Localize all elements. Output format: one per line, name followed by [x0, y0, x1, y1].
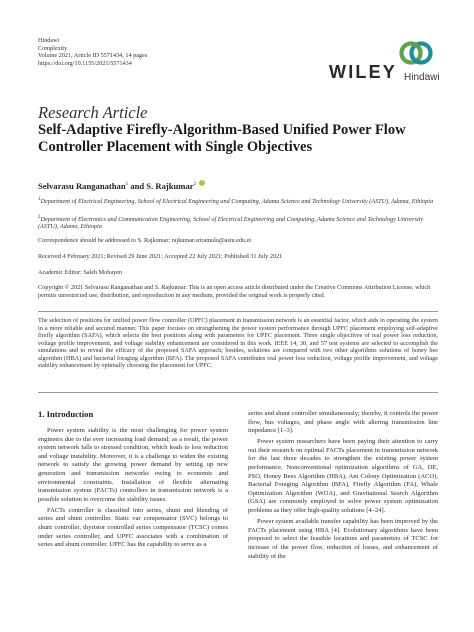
- divider: [38, 311, 438, 312]
- journal-publisher-name: Hindawi: [38, 37, 60, 44]
- wiley-logo: WILEY: [329, 62, 397, 82]
- affiliation-marker: 1: [125, 182, 129, 187]
- publication-dates: Received 4 February 2021; Revised 29 June 2021; Accepted 22 July 2021; Published 31 July 2021: [38, 253, 283, 260]
- academic-editor: Academic Editor: Saleh Mobayen: [38, 269, 123, 276]
- hindawi-logo-icon: [398, 38, 434, 72]
- section-heading: 1. Introduction: [38, 409, 94, 419]
- affiliation-2: [38, 214, 438, 231]
- affiliation-number: 2: [38, 215, 41, 220]
- author-name[interactable]: Selvarasu Ranganathan: [38, 181, 126, 191]
- correspondence: Correspondence should be addressed to S. Rajkumar; rajkumar.sriramulu@astu.edu.et: [38, 237, 252, 244]
- journal-title: Complexity: [38, 44, 68, 52]
- body-column-left: [38, 427, 228, 552]
- affiliation-number: 1: [38, 197, 41, 202]
- article-type: Research Article: [38, 103, 148, 122]
- journal-doi-link[interactable]: https://doi.org/10.1155/2021/5571434: [38, 59, 132, 67]
- journal-meta: [38, 37, 147, 67]
- body-column-right: [248, 410, 438, 564]
- abstract: The selection of positions for unified power flow controller (UPFC) placement in transmission network is an essential factor, which aids in operating the system in a more reliable and secured manner. This paper focuses on strengthening the power system performance through UPFC placement employing self-adaptive firefly algorithm (SAFA), which selects the best positions along with parameters for UPFC placement. Three single objectives of real power loss reduction, voltage profile improvement, and voltage stability enhancement are considered in this work. IEEE 14, 30, and 57 test systems are selected to accomplish the simulations and to reveal the efficacy of the proposed SAFA approach; besides, solutions are compared with two other algorithms solutions of honey bee algorithm (HBA) and bacterial foraging algorithm (BFA). The proposed SAFA contributes real power loss reduction, voltage profile improvement, and voltage stability enhancement by optimally choosing the placement for UPFC.: [38, 317, 438, 369]
- author-line: [38, 180, 205, 191]
- paragraph: Power system stability is the most challenging for power system engineers due to the ever increasing load demand; as a result, the power system network falls to stressed condition, which leads to loss reduction and voltage instability. Moreover, it is a challenge to widen the existing network to satisfy the growing power demand by setting up new generation and transmission networks owing to economic and environmental constraints. Installation of flexible alternating transmission system (FACTs) controllers in transmission network is a possible solution to overcome the stability issues.: [38, 427, 228, 503]
- paragraph: series and shunt controller simultaneously; thereby, it controls the power flow, bus voltages, and phase angle with altering transmission line impedance [1–3].: [248, 410, 438, 435]
- affiliation-text: Department of Electrical Engineering, School of Electrical Engineering and Computing, Adama Science and Technology University (ASTU), Adama, Ethiopia: [40, 198, 434, 205]
- journal-volume: Volume 2021, Article ID 5571434, 14 pages: [38, 52, 148, 60]
- copyright-notice: Copyright © 2021 Selvarasu Ranganathan and S. Rajkumar. This is an open access article distributed under the Creative Commons Attribution License, which permits unrestricted use, distribution, and reproduction in any medium, provided the original work is properly cited.: [38, 284, 431, 299]
- paragraph: Power system researchers have been paying their attention to carry out their research on optimal FACTs placement in transmission network for the last three decades to strengthen the existing power system performance. Nonconventional optimization algorithms of GA, DE, PSO, Honey Bees Algorithm (HBA), Ant Colony Optimization (ACO), Bacterial Foraging Algorithm (BFA), Firefly Algorithm (FA), Whale Optimization Algorithm (WOA), and Gravitational Search Algorithm (GSA) are commonly employed to solve power system optimization problems as they offer high-quality solutions [4–24].: [248, 438, 438, 515]
- paragraph: Power system available transfer capability has been improved by the FACTs placement using HBA [4]. Evolutionary algorithms have been proposed to select the feasible locations and parameters of TCSC for increase of the power flow, reduction of losses, and enhancement of stability of the: [248, 518, 438, 560]
- hindawi-logo-text: Hindawi: [404, 72, 440, 83]
- author-name[interactable]: S. Rajkumar: [146, 181, 194, 191]
- article-title: Self-Adaptive Firefly-Algorithm-Based Unified Power Flow Controller Placement with Single Objectives: [38, 122, 406, 155]
- affiliation-1: [38, 196, 438, 205]
- orcid-icon[interactable]: [199, 180, 205, 186]
- affiliation-marker: 2: [193, 182, 197, 187]
- paragraph: FACTs controller is classified into series, shunt and blending of series and shunt controller. Static var compensator (SVC) belongs to shunt controller, thyristor controlled series compensator (TCSC) comes under series controller, and UPFC associates with a combination of series and shunt controller. UPFC has the capability to serve as a: [38, 506, 228, 549]
- author-separator: and: [128, 181, 147, 191]
- affiliation-text: Department of Electronics and Communication Engineering, School of Electrical Engineering and Computing, Adama Science and Technology University (ASTU), Adama, Ethiopia: [38, 216, 424, 231]
- divider: [38, 392, 438, 393]
